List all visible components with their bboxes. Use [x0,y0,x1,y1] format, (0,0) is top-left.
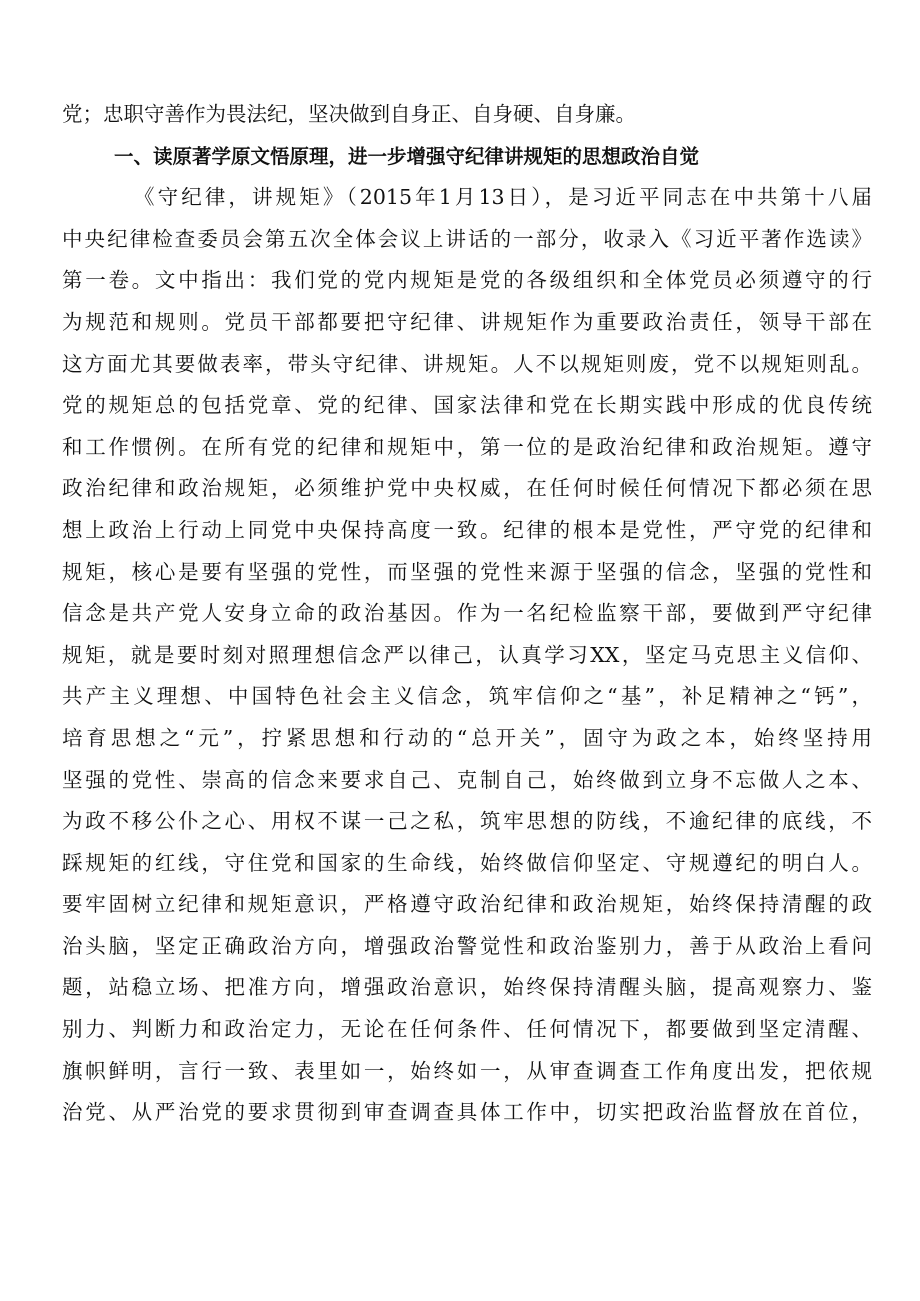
paragraph-line: 题，站稳立场、把准方向，增强政治意识，始终保持清醒头脑，提高观察力、鉴 [62,975,872,1000]
paragraph-line: 旗帜鲜明，言行一致、表里如一，始终如一，从审查调查工作角度出发，把依规 [62,1058,872,1083]
paragraph-line: 共产主义理想、中国特色社会主义信念，筑牢信仰之“基”，补足精神之“钙”， [62,684,872,709]
opening-line: 党；忠职守善作为畏法纪，坚决做到自身正、自身硬、自身廉。 [62,102,636,126]
paragraph-line: 第一卷。文中指出：我们党的党内规矩是党的各级组织和全体党员必须遵守的行 [62,268,872,293]
paragraph-line: 和工作惯例。在所有党的纪律和规矩中，第一位的是政治纪律和政治规矩。遵守 [62,434,872,459]
paragraph-line: 为政不移公仆之心、用权不谋一己之私，筑牢思想的防线，不逾纪律的底线，不 [62,809,872,834]
paragraph-line: 《守纪律，讲规矩》（2015年1月13日），是习近平同志在中共第十八届 [134,185,872,210]
paragraph-line: 规矩，就是要时刻对照理想信念严以律己，认真学习XX，坚定马克思主义信仰、 [62,642,872,667]
paragraph-line: 要牢固树立纪律和规矩意识，严格遵守政治纪律和政治规矩，始终保持清醒的政 [62,892,872,917]
paragraph-line: 政治纪律和政治规矩，必须维护党中央权威，在任何时候任何情况下都必须在思 [62,476,872,501]
paragraph-line: 为规范和规则。党员干部都要把守纪律、讲规矩作为重要政治责任，领导干部在 [62,309,872,334]
paragraph-line: 培育思想之“元”，拧紧思想和行动的“总开关”，固守为政之本，始终坚持用 [62,725,872,750]
document-body [62,94,872,1134]
paragraph-line: 治党、从严治党的要求贯彻到审查调查具体工作中，切实把政治监督放在首位， [62,1100,872,1125]
paragraph-line: 想上政治上行动上同党中央保持高度一致。纪律的根本是党性，严守党的纪律和 [62,517,872,542]
paragraph-line: 规矩，核心是要有坚强的党性，而坚强的党性来源于坚强的信念，坚强的党性和 [62,559,872,584]
paragraph-line: 中央纪律检查委员会第五次全体会议上讲话的一部分，收录入《习近平著作选读》 [62,226,872,251]
paragraph-line: 信念是共产党人安身立命的政治基因。作为一名纪检监察干部，要做到严守纪律 [62,601,872,626]
paragraph-line: 党的规矩总的包括党章、党的纪律、国家法律和党在长期实践中形成的优良传统 [62,393,872,418]
paragraph-line: 治头脑，坚定正确政治方向，增强政治警觉性和政治鉴别力，善于从政治上看问 [62,933,872,958]
paragraph-line: 踩规矩的红线，守住党和国家的生命线，始终做信仰坚定、守规遵纪的明白人。 [62,850,872,875]
paragraph-line: 这方面尤其要做表率，带头守纪律、讲规矩。人不以规矩则废，党不以规矩则乱。 [62,351,872,376]
paragraph-line: 坚强的党性、崇高的信念来要求自己、克制自己，始终做到立身不忘做人之本、 [62,767,872,792]
section-heading: 一、读原著学原文悟原理，进一步增强守纪律讲规矩的思想政治自觉 [114,144,700,168]
paragraph-line: 别力、判断力和政治定力，无论在任何条件、任何情况下，都要做到坚定清醒、 [62,1017,872,1042]
